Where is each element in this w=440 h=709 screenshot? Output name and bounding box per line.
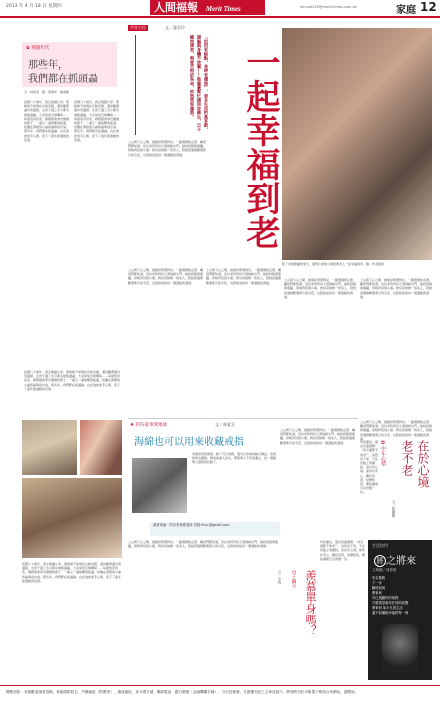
bottom-left-body: 民國六十幾年，我正就讀小學。那時候不如現在比較有錢，還是戴著頭巾用頭髮，女孩子頭上多少都有幾隻頭蝨，大家常常互相傳染……每當放學回家，媽媽總會拿出細細的篦子，一遍又一遍地幫我梳頭，把藏在髮根的小蟲和蟲卵刮出來。那些年，我們都在抓頭蝨，也在彼此的手心裡，留下了童年最溫暖的記憶。 bbox=[22, 562, 122, 583]
hobby-byline: 文／林素芬 bbox=[215, 422, 235, 427]
mother-title: 羨慕單身嗎？ bbox=[304, 570, 317, 636]
hobby-body-side: 上山與下山之間，她總是帶著狗兒，一路慢慢地走著。鄰居們都知道，這位老奶奶每天清晨就出門，撿拾紙箱與瓶罐，傍晚再回到小屋。狗兒是她唯一的家人，陪她度過無數個寒冷的冬夜，也陪她迎接每一個溫暖的清晨。 bbox=[280, 428, 356, 445]
hobby-note: 讀者來函：阿芬家事愛地球 信箱 fmu-@gmail.com bbox=[150, 522, 280, 536]
poem-line: 下一步 bbox=[372, 581, 382, 585]
right-body-top: 上山與下山之間，她總是帶著狗兒，一路慢慢地走著。鄰居們都知道，這位老奶奶每天清晨就出門，撿拾紙箱與瓶罐，傍晚再回到小屋。狗兒是她唯一的家人，陪她度過無數個寒冷的冬夜，也陪她迎接每一個溫暖的清晨。 bbox=[360, 420, 433, 441]
issue-date: 2013 年 4 月 18 日 星期四 bbox=[6, 4, 62, 9]
poem-line: 早已規劃好的前程 bbox=[372, 596, 399, 600]
right-tag: ✿中年心情 bbox=[380, 440, 386, 466]
poem-line: 將來何 bbox=[372, 591, 382, 595]
poem-line: 朱走斯路 bbox=[372, 576, 386, 580]
circle-glyph-icon: 將 bbox=[374, 555, 386, 567]
left-column-tag: ✿ 那個年代 bbox=[26, 46, 50, 51]
right-body: 年紀漸長，朋友見面總問：「妳怎麼都不會老？」其實老不老，不在於臉上的皺紋，而在於心境。保持好奇心，樂於學習，常懷感恩，便能讓歲月走得慢一些。 bbox=[360, 440, 379, 495]
left-body-more: 民國六十幾年，我正就讀小學。那時候不如現在比較有錢，還是戴著頭巾用頭髮，女孩子頭上多少都有幾隻頭蝨，大家常常互相傳染……每當放學回家，媽媽總會拿出細細的篦子，一遍又一遍地幫我梳頭，把藏在髮根的小蟲和蟲卵刮出來。那些年，我們都在抓頭蝨，也在彼此的手心裡，留下了童年最溫暖的記憶。 bbox=[24, 370, 121, 391]
logo-english: Merit Times bbox=[205, 5, 241, 13]
feature-tag: 市井小民 bbox=[130, 25, 146, 30]
left-title-line2: 我們都在抓頭蝨 bbox=[28, 74, 98, 85]
poem-tag: 生活快門 bbox=[372, 543, 388, 548]
photo-caption: 陪了老婦照顧的愛犬，還帶心愛的小狗陪著老人一起幸福到老。圖／作者提供 bbox=[282, 262, 385, 266]
poem-line: 將來何 如平凡的生活 bbox=[372, 606, 403, 610]
left-title-line1: 那些年， bbox=[28, 60, 68, 71]
leaf-icon: ❖ bbox=[130, 423, 135, 428]
feature-body-col3: 上山與下山之間，她總是帶著狗兒，一路慢慢地走著。鄰居們都知道，這位老奶奶每天清晨就出門，撿拾紙箱與瓶罐，傍晚再回到小屋。狗兒是她唯一的家人，陪她度過無數個寒冷的冬夜，也陪她迎接每一個溫暖的清晨。 bbox=[284, 278, 357, 299]
right-title-2: 在於心境 bbox=[416, 440, 430, 488]
bottom-body: 上山與下山之間，她總是帶著狗兒，一路慢慢地走著。鄰居們都知道，這位老奶奶每天清晨就出門，撿拾紙箱與瓶罐，傍晚再回到小屋。狗兒是她唯一的家人，陪她度過無數個寒冷的冬夜，也陪她迎接每一個溫暖的清晨。 bbox=[128, 540, 279, 549]
feature-body-upper: 上山與下山之間，她總是帶著狗兒，一路慢慢地走著。鄰居們都知道，這位老奶奶每天清晨就出門，撿拾紙箱與瓶罐，傍晚再回到小屋。狗兒是她唯一的家人，陪她度過無數個寒冷的冬夜，也陪她迎接每一個溫暖的清晨。 bbox=[128, 140, 207, 157]
section-divider bbox=[128, 418, 358, 419]
mother-tag: 母子鋼分 bbox=[291, 570, 296, 588]
tag-bullet-icon: ✿ bbox=[26, 46, 30, 51]
page-number: 12 bbox=[420, 0, 437, 14]
logo-chinese: 人間福報 bbox=[154, 1, 198, 14]
feature-quote: 「坦坦有缺點，長時有價值」，原本生活的基本款，頭腦與身體不放棄……她靠著幫忙撿回收維生，日子雖然清苦，與愛犬相依為命，依然笑容滿面。 bbox=[135, 35, 210, 135]
left-body-col2: 民國六十幾年，我正就讀小學。那時候不如現在比較有錢，還是戴著頭巾用頭髮，女孩子頭上多少都有幾隻頭蝨，大家常常互相傳染……每當放學回家，媽媽總會拿出細細的篦子，一遍又一遍地幫我梳頭，把藏在髮根的小蟲和蟲卵刮出來。那些年，我們都在抓頭蝨，也在彼此的手心裡，留下了童年最溫暖的記憶。 bbox=[74, 100, 120, 142]
poem-line: 不敢奢望會有任何的改變 bbox=[372, 601, 409, 605]
left-body-col1: 民國六十幾年，我正就讀小學。那時候不如現在比較有錢，還是戴著頭巾用頭髮，女孩子頭上多少都有幾隻頭蝨，大家常常互相傳染……每當放學回家，媽媽總會拿出細細的篦子，一遍又一遍地幫我梳頭，把藏在髮根的小蟲和蟲卵刮出來。那些年，我們都在抓頭蝨，也在彼此的手心裡，留下了童年最溫暖的記憶。 bbox=[24, 100, 70, 142]
section-name: 家庭 bbox=[396, 5, 416, 16]
contact-email: minuet129@merit-times.com.tw bbox=[300, 5, 357, 9]
mother-byline: 文／小莉 bbox=[278, 570, 282, 584]
sponge-box-photo bbox=[132, 458, 187, 513]
feature-body-col2: 上山與下山之間，她總是帶著狗兒，一路慢慢地走著。鄰居們都知道，這位老奶奶每天清晨就出門，撿拾紙箱與瓶罐，傍晚再回到小屋。狗兒是她唯一的家人，陪她度過無數個寒冷的冬夜，也陪她迎接每一個溫暖的清晨。 bbox=[206, 268, 282, 285]
right-title-1: 老不老 bbox=[400, 440, 414, 476]
children-photo bbox=[80, 420, 122, 475]
feature-title: 一起幸福到老 bbox=[240, 45, 280, 249]
feature-byline: 文／蘆美玲 bbox=[165, 25, 185, 30]
poem-line: 還不如擁抱幸福的每一刻 bbox=[372, 611, 409, 615]
poem-byline: 文與圖／周曾豪 bbox=[372, 568, 397, 572]
footer-rule bbox=[0, 685, 440, 686]
right-byline: 文／張麗卿 bbox=[392, 500, 396, 518]
bottom-right-body: 年紀漸長，朋友見面總問：「妳怎麼都不會老？」其實老不老，不在於臉上的皺紋，而在於心境。保持好奇心，樂於學習，常懷感恩，便能讓歲月走得慢一些。 bbox=[320, 540, 366, 561]
grooming-photo bbox=[22, 478, 122, 558]
poem-lines bbox=[372, 576, 428, 616]
poem-box bbox=[368, 540, 432, 680]
hobby-title: 海綿也可以用來收藏戒指 bbox=[134, 437, 244, 448]
flower-icon: ✿ bbox=[380, 440, 386, 446]
woman-with-dog-photo bbox=[282, 28, 432, 260]
feature-body-col1: 上山與下山之間，她總是帶著狗兒，一路慢慢地走著。鄰居們都知道，這位老奶奶每天清晨就出門，撿拾紙箱與瓶罐，傍晚再回到小屋。狗兒是她唯一的家人，陪她度過無數個寒冷的冬夜，也陪她迎接每一個溫暖的清晨。 bbox=[128, 268, 204, 285]
poem-line: 腳底如何 bbox=[372, 586, 386, 590]
left-byline: 文／林金英 圖／蔡寧祥．龍美勝 bbox=[24, 90, 70, 94]
poem-title: 將 之將來 bbox=[374, 552, 416, 567]
hobby-body: 家裡常用的海綿，除了可以洗碗，還可以拿來收納小飾品。把海綿剪出細縫，將戒指插入其中，既整齊又不容易遺失，是一個簡單又環保的好點子。 bbox=[192, 452, 277, 465]
scissors-photo bbox=[22, 420, 77, 475]
hobby-tag: ❖ 阿芬家事愛地球 bbox=[130, 423, 167, 428]
bottle-photo bbox=[382, 624, 418, 672]
masthead-logo bbox=[150, 0, 265, 15]
footer-notice: 閱報須知：本版歡迎讀者投稿，來稿請附姓名、戶籍地址（附郵寄）、通訊地址、身分證字號、聯絡電話、銀行帳號（金融機構名稱），分行及帳號，凡獲選刊登之文章及照片，將同時刊於本報電子報與合作網站，請體諒。 bbox=[6, 690, 359, 694]
feature-body-col4: 上山與下山之間，她總是帶著狗兒，一路慢慢地走著。鄰居們都知道，這位老奶奶每天清晨就出門，撿拾紙箱與瓶罐，傍晚再回到小屋。狗兒是她唯一的家人，陪她度過無數個寒冷的冬夜，也陪她迎接每一個溫暖的清晨。 bbox=[360, 278, 433, 299]
left-headline-box bbox=[22, 42, 117, 87]
